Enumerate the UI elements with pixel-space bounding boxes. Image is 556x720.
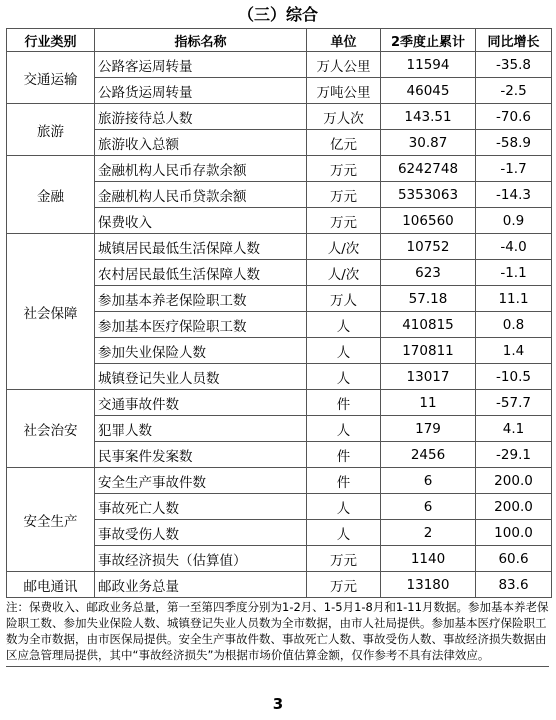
table-row bbox=[7, 390, 552, 416]
yoy-growth-cell: -4.0 bbox=[476, 234, 552, 260]
cumulative-value-cell: 46045 bbox=[381, 78, 476, 104]
unit-cell: 人 bbox=[307, 312, 381, 338]
category-cell: 金融 bbox=[7, 156, 95, 234]
indicator-name-cell: 事故受伤人数 bbox=[95, 520, 307, 546]
cumulative-value-cell: 11594 bbox=[381, 52, 476, 78]
indicator-name-cell: 邮政业务总量 bbox=[95, 572, 307, 598]
yoy-growth-cell: 200.0 bbox=[476, 494, 552, 520]
indicator-name-cell: 事故死亡人数 bbox=[95, 494, 307, 520]
header-indicator: 指标名称 bbox=[95, 29, 307, 52]
indicator-name-cell: 民事案件发案数 bbox=[95, 442, 307, 468]
indicator-name-cell: 金融机构人民币贷款余额 bbox=[95, 182, 307, 208]
yoy-growth-cell: -57.7 bbox=[476, 390, 552, 416]
yoy-growth-cell: -1.1 bbox=[476, 260, 552, 286]
unit-cell: 件 bbox=[307, 390, 381, 416]
category-cell: 旅游 bbox=[7, 104, 95, 156]
indicator-name-cell: 城镇登记失业人员数 bbox=[95, 364, 307, 390]
cumulative-value-cell: 179 bbox=[381, 416, 476, 442]
cumulative-value-cell: 2 bbox=[381, 520, 476, 546]
indicator-name-cell: 参加失业保险人数 bbox=[95, 338, 307, 364]
cumulative-value-cell: 5353063 bbox=[381, 182, 476, 208]
yoy-growth-cell: 11.1 bbox=[476, 286, 552, 312]
yoy-growth-cell: -35.8 bbox=[476, 52, 552, 78]
unit-cell: 万人 bbox=[307, 286, 381, 312]
yoy-growth-cell: -58.9 bbox=[476, 130, 552, 156]
cumulative-value-cell: 57.18 bbox=[381, 286, 476, 312]
cumulative-value-cell: 10752 bbox=[381, 234, 476, 260]
indicator-name-cell: 旅游接待总人数 bbox=[95, 104, 307, 130]
section-title: （三）综合 bbox=[237, 5, 318, 24]
unit-cell: 万人次 bbox=[307, 104, 381, 130]
unit-cell: 人 bbox=[307, 416, 381, 442]
cumulative-value-cell: 1140 bbox=[381, 546, 476, 572]
yoy-growth-cell: 4.1 bbox=[476, 416, 552, 442]
unit-cell: 亿元 bbox=[307, 130, 381, 156]
cumulative-value-cell: 623 bbox=[381, 260, 476, 286]
indicator-name-cell: 保费收入 bbox=[95, 208, 307, 234]
indicator-name-cell: 参加基本医疗保险职工数 bbox=[95, 312, 307, 338]
table-row bbox=[7, 104, 552, 130]
unit-cell: 件 bbox=[307, 442, 381, 468]
unit-cell: 人/次 bbox=[307, 234, 381, 260]
header-category: 行业类别 bbox=[7, 29, 95, 52]
yoy-growth-cell: 200.0 bbox=[476, 468, 552, 494]
table-row bbox=[7, 468, 552, 494]
unit-cell: 人 bbox=[307, 494, 381, 520]
unit-cell: 人 bbox=[307, 364, 381, 390]
category-cell: 社会保障 bbox=[7, 234, 95, 390]
cumulative-value-cell: 410815 bbox=[381, 312, 476, 338]
unit-cell: 万人公里 bbox=[307, 52, 381, 78]
cumulative-value-cell: 13017 bbox=[381, 364, 476, 390]
header-cumulative: 2季度止累计 bbox=[381, 29, 476, 52]
indicator-name-cell: 金融机构人民币存款余额 bbox=[95, 156, 307, 182]
unit-cell: 万吨公里 bbox=[307, 78, 381, 104]
indicator-name-cell: 安全生产事故件数 bbox=[95, 468, 307, 494]
unit-cell: 万元 bbox=[307, 208, 381, 234]
indicator-name-cell: 事故经济损失（估算值） bbox=[95, 546, 307, 572]
yoy-growth-cell: 1.4 bbox=[476, 338, 552, 364]
table-body bbox=[7, 52, 552, 598]
cumulative-value-cell: 2456 bbox=[381, 442, 476, 468]
yoy-growth-cell: 83.6 bbox=[476, 572, 552, 598]
cumulative-value-cell: 6 bbox=[381, 468, 476, 494]
cumulative-value-cell: 30.87 bbox=[381, 130, 476, 156]
category-cell: 社会治安 bbox=[7, 390, 95, 468]
indicator-table bbox=[6, 28, 552, 598]
yoy-growth-cell: -1.7 bbox=[476, 156, 552, 182]
yoy-growth-cell: -70.6 bbox=[476, 104, 552, 130]
cumulative-value-cell: 6 bbox=[381, 494, 476, 520]
category-cell: 交通运输 bbox=[7, 52, 95, 104]
indicator-name-cell: 交通事故件数 bbox=[95, 390, 307, 416]
unit-cell: 万元 bbox=[307, 156, 381, 182]
cumulative-value-cell: 106560 bbox=[381, 208, 476, 234]
category-cell: 邮电通讯 bbox=[7, 572, 95, 598]
footnote: 注：保费收入、邮政业务总量，第一至第四季度分别为1-2月、1-5月1-8月和1-11月数据。参加基本养老保险职工数、参加失业保险人数、城镇登记失业人员数为全市数据，由市人社局提供。参加基本医疗保险职工数为全市数据，由市医保局提供。安全生产事故件数、事故死亡人数、事故受伤人数、事故经济损失数据由区应急管理局提供，其中“事故经济损失”为根据市场价值估算金额，仅作参考不具有法律效应。 bbox=[6, 599, 549, 667]
cumulative-value-cell: 11 bbox=[381, 390, 476, 416]
table-row bbox=[7, 52, 552, 78]
unit-cell: 件 bbox=[307, 468, 381, 494]
table-header-row bbox=[7, 29, 552, 52]
table-row bbox=[7, 156, 552, 182]
header-unit: 单位 bbox=[307, 29, 381, 52]
page-number: 3 bbox=[272, 695, 284, 713]
yoy-growth-cell: -10.5 bbox=[476, 364, 552, 390]
header-yoy: 同比增长 bbox=[476, 29, 552, 52]
cumulative-value-cell: 143.51 bbox=[381, 104, 476, 130]
unit-cell: 万元 bbox=[307, 546, 381, 572]
unit-cell: 人 bbox=[307, 338, 381, 364]
indicator-name-cell: 城镇居民最低生活保障人数 bbox=[95, 234, 307, 260]
unit-cell: 人 bbox=[307, 520, 381, 546]
yoy-growth-cell: 0.9 bbox=[476, 208, 552, 234]
cumulative-value-cell: 13180 bbox=[381, 572, 476, 598]
yoy-growth-cell: -29.1 bbox=[476, 442, 552, 468]
indicator-name-cell: 农村居民最低生活保障人数 bbox=[95, 260, 307, 286]
table-row bbox=[7, 234, 552, 260]
category-cell: 安全生产 bbox=[7, 468, 95, 572]
yoy-growth-cell: 60.6 bbox=[476, 546, 552, 572]
unit-cell: 万元 bbox=[307, 182, 381, 208]
cumulative-value-cell: 170811 bbox=[381, 338, 476, 364]
indicator-name-cell: 公路客运周转量 bbox=[95, 52, 307, 78]
yoy-growth-cell: 0.8 bbox=[476, 312, 552, 338]
yoy-growth-cell: -14.3 bbox=[476, 182, 552, 208]
indicator-name-cell: 旅游收入总额 bbox=[95, 130, 307, 156]
yoy-growth-cell: 100.0 bbox=[476, 520, 552, 546]
indicator-name-cell: 公路货运周转量 bbox=[95, 78, 307, 104]
unit-cell: 万元 bbox=[307, 572, 381, 598]
yoy-growth-cell: -2.5 bbox=[476, 78, 552, 104]
cumulative-value-cell: 6242748 bbox=[381, 156, 476, 182]
indicator-name-cell: 犯罪人数 bbox=[95, 416, 307, 442]
indicator-name-cell: 参加基本养老保险职工数 bbox=[95, 286, 307, 312]
unit-cell: 人/次 bbox=[307, 260, 381, 286]
table-row bbox=[7, 572, 552, 598]
